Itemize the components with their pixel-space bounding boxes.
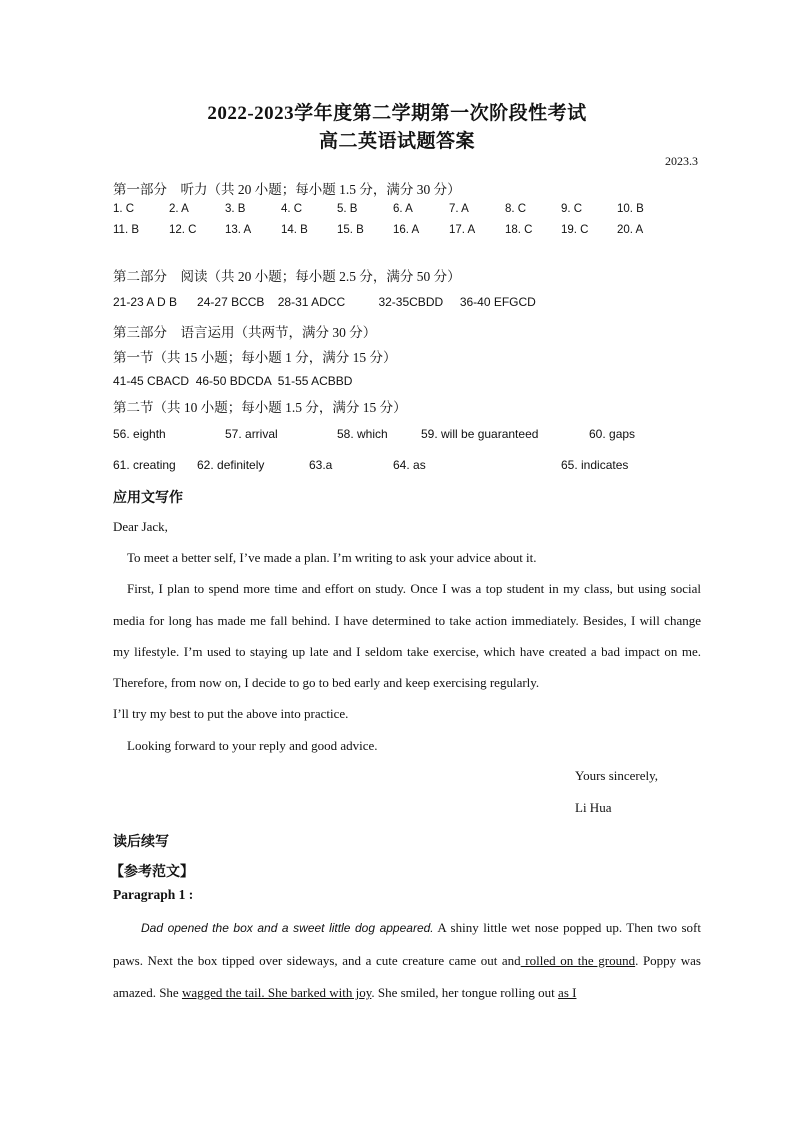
fill-answer: 62. definitely <box>197 458 265 472</box>
fill-answer: 59. will be guaranteed <box>421 427 539 441</box>
letter-salutation: Dear Jack, <box>113 519 168 534</box>
part3-section1-heading: 第一节（共 15 小题；每小题 1 分，满分 15 分） <box>113 350 397 365</box>
part3-section1-answers: 41-45 CBACD 46-50 BDCDA 51-55 ACBBD <box>113 374 353 388</box>
fill-answer: 65. indicates <box>561 458 629 472</box>
letter-paragraph-1: To meet a better self, I’ve made a plan. I’m writing to ask your advice about it. <box>127 550 537 565</box>
part2-heading: 第二部分 阅读（共 20 小题；每小题 2.5 分，满分 50 分） <box>113 269 461 284</box>
answer-item: 8. C <box>505 203 527 215</box>
answer-item: 9. C <box>561 203 583 215</box>
fill-answer: 56. eighth <box>113 427 166 441</box>
answer-item: 11. B <box>113 224 139 236</box>
answer-item: 16. A <box>393 224 420 236</box>
answer-item: 6. A <box>393 203 413 215</box>
document-title: 2022-2023学年度第二学期第一次阶段性考试 <box>207 103 587 124</box>
part1-heading: 第一部分 听力（共 20 小题；每小题 1.5 分，满分 30 分） <box>113 182 461 197</box>
fill-answer: 61. creating <box>113 458 176 472</box>
continuation-heading: 读后续写 <box>113 835 169 850</box>
answer-item: 18. C <box>505 224 533 236</box>
underlined-phrase: rolled on the ground <box>520 952 636 968</box>
answer-item: 2. A <box>169 203 189 215</box>
writing-heading: 应用文写作 <box>113 491 183 506</box>
answer-item: 14. B <box>281 224 308 236</box>
fill-answer: 58. which <box>337 427 388 441</box>
answer-item: 15. B <box>337 224 364 236</box>
answer-item: 3. B <box>225 203 246 215</box>
letter-paragraph-2: First, I plan to spend more time and effort on study. Once I was a top student in my class, but using social media for long has made me fall behind. I have determined to take action immediately. Besides, I will change my lifestyle. I’m used to staying up late and I seldom take exercise, which have created a bad impact on me. Therefore, from now on, I decide to go to bed early and keep exercising regularly. <box>113 581 701 691</box>
answer-item: 5. B <box>337 203 358 215</box>
part3-section2-heading: 第二节（共 10 小题；每小题 1.5 分，满分 15 分） <box>113 400 407 415</box>
answer-item: 1. C <box>113 203 135 215</box>
sample-paragraph <box>113 912 701 1010</box>
answer-item: 20. A <box>617 224 644 236</box>
answer-item: 12. C <box>169 224 197 236</box>
letter-signature: Li Hua <box>575 800 612 815</box>
opening-sentence: Dad opened the box and a sweet little dog appeared. <box>141 921 434 935</box>
letter-paragraph-3: Looking forward to your reply and good advice. <box>127 737 378 753</box>
sample-text: . Poppy was amazed. She <box>113 952 701 1000</box>
letter-paragraph-2-end: I’ll try my best to put the above into practice. <box>113 706 349 722</box>
document-subtitle: 高二英语试题答案 <box>318 131 475 152</box>
reference-label: 【参考范文】 <box>110 865 194 880</box>
answer-item: 19. C <box>561 224 589 236</box>
answer-item: 17. A <box>449 224 476 236</box>
underlined-phrase: as I <box>558 985 577 1000</box>
fill-answer: 63.a <box>309 458 333 472</box>
answer-item: 10. B <box>617 203 644 215</box>
letter-body <box>113 542 701 761</box>
answer-item: 13. A <box>225 224 252 236</box>
part3-heading: 第三部分 语言运用（共两节，满分 30 分） <box>113 325 377 340</box>
fill-answer: 60. gaps <box>589 427 636 441</box>
sample-text: . She smiled, her tongue rolling out <box>371 985 559 1000</box>
answer-item: 4. C <box>281 203 303 215</box>
answer-item: 7. A <box>449 203 469 215</box>
part2-answers: 21-23 A D B 24-27 BCCB 28-31 ADCC 32-35CBDD 36-40 EFGCD <box>113 295 536 309</box>
letter-closing: Yours sincerely, <box>575 768 659 783</box>
sample-text: A shiny little wet nose popped up. Then two soft paws. Next the box tipped over sideways, and a cute creature came out and <box>113 920 701 968</box>
document-date: 2023.3 <box>665 154 698 168</box>
underlined-phrase: wagged the tail. She barked with joy <box>181 985 372 1000</box>
fill-answer: 64. as <box>393 458 426 472</box>
fill-answer: 57. arrival <box>225 427 278 441</box>
paragraph-label: Paragraph 1 : <box>113 887 194 902</box>
